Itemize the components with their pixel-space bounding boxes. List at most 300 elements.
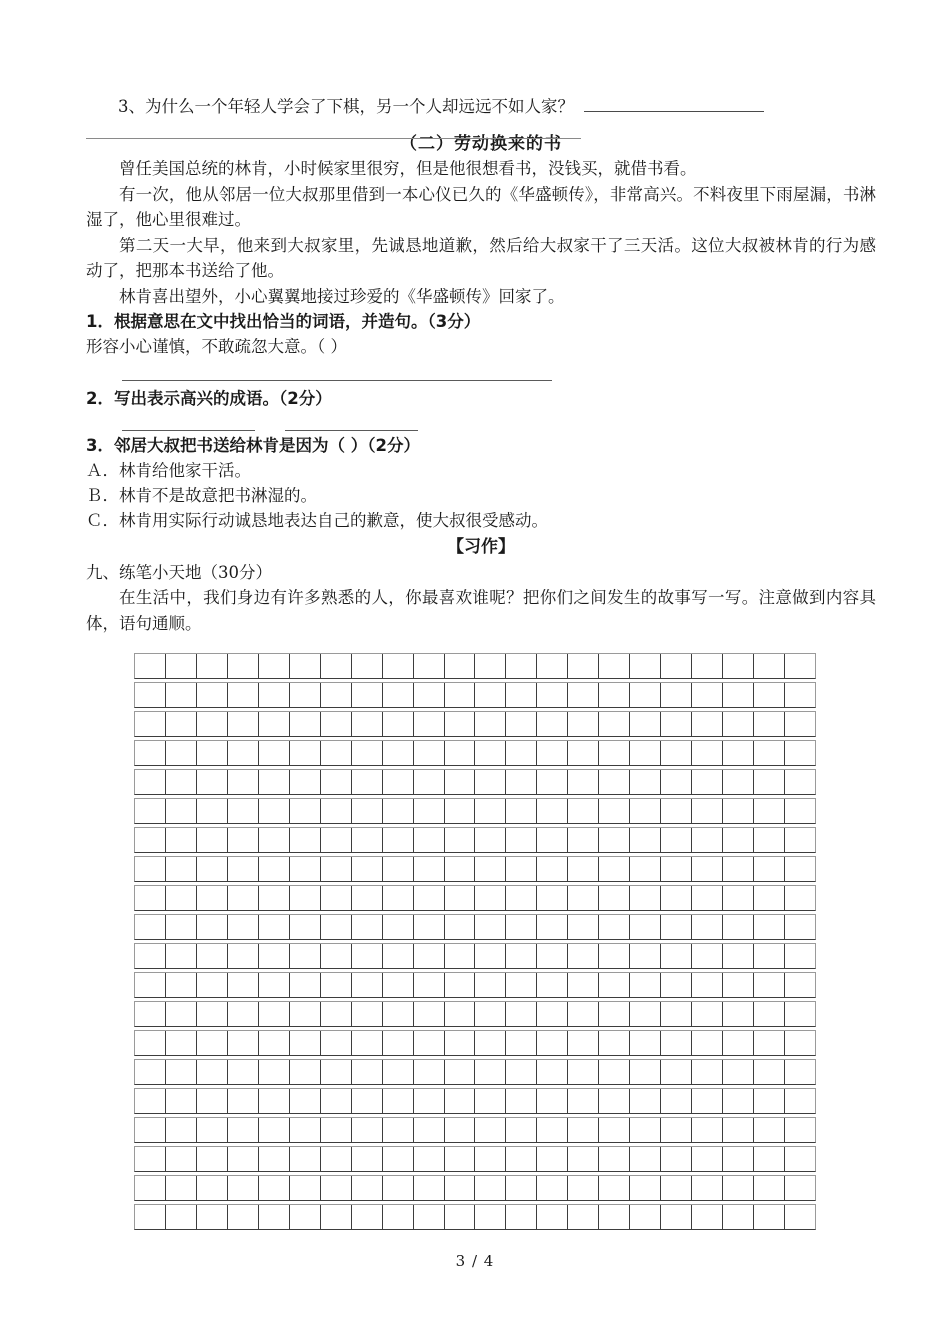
grid-cell[interactable]: [228, 712, 259, 736]
grid-cell[interactable]: [352, 973, 383, 997]
grid-cell[interactable]: [754, 683, 785, 707]
grid-cell[interactable]: [599, 712, 630, 736]
grid-cell[interactable]: [383, 886, 414, 910]
grid-cell[interactable]: [723, 1089, 754, 1113]
grid-cell[interactable]: [537, 1205, 568, 1229]
grid-row[interactable]: [134, 1059, 816, 1085]
grid-cell[interactable]: [259, 828, 290, 852]
grid-cell[interactable]: [661, 1089, 692, 1113]
grid-cell[interactable]: [321, 712, 352, 736]
grid-cell[interactable]: [352, 1147, 383, 1171]
grid-cell[interactable]: [630, 1002, 661, 1026]
grid-cell[interactable]: [754, 654, 785, 678]
grid-cell[interactable]: [321, 683, 352, 707]
grid-cell[interactable]: [383, 973, 414, 997]
grid-cell[interactable]: [537, 828, 568, 852]
grid-cell[interactable]: [445, 770, 476, 794]
grid-row[interactable]: [134, 1146, 816, 1172]
grid-cell[interactable]: [785, 973, 815, 997]
grid-cell[interactable]: [135, 1002, 166, 1026]
grid-cell[interactable]: [383, 857, 414, 881]
grid-cell[interactable]: [723, 1060, 754, 1084]
grid-cell[interactable]: [692, 915, 723, 939]
grid-cell[interactable]: [197, 944, 228, 968]
grid-cell[interactable]: [475, 1031, 506, 1055]
grid-cell[interactable]: [661, 1002, 692, 1026]
grid-cell[interactable]: [661, 944, 692, 968]
grid-cell[interactable]: [445, 915, 476, 939]
grid-cell[interactable]: [414, 741, 445, 765]
grid-cell[interactable]: [661, 1031, 692, 1055]
grid-cell[interactable]: [321, 1060, 352, 1084]
grid-cell[interactable]: [506, 915, 537, 939]
grid-cell[interactable]: [568, 1147, 599, 1171]
grid-cell[interactable]: [321, 973, 352, 997]
grid-cell[interactable]: [445, 799, 476, 823]
grid-cell[interactable]: [537, 799, 568, 823]
grid-cell[interactable]: [599, 799, 630, 823]
grid-cell[interactable]: [383, 1002, 414, 1026]
grid-cell[interactable]: [692, 857, 723, 881]
grid-cell[interactable]: [475, 1147, 506, 1171]
grid-row[interactable]: [134, 740, 816, 766]
grid-cell[interactable]: [568, 828, 599, 852]
grid-row[interactable]: [134, 653, 816, 679]
grid-cell[interactable]: [692, 1205, 723, 1229]
grid-cell[interactable]: [228, 915, 259, 939]
grid-cell[interactable]: [445, 1118, 476, 1142]
grid-cell[interactable]: [445, 1176, 476, 1200]
grid-cell[interactable]: [352, 886, 383, 910]
composition-writing-grid[interactable]: [134, 653, 816, 1233]
question-3-option-a[interactable]: Ａ．林肯给他家干活。: [86, 461, 251, 480]
grid-cell[interactable]: [166, 1002, 197, 1026]
grid-row[interactable]: [134, 1088, 816, 1114]
grid-cell[interactable]: [630, 1147, 661, 1171]
grid-cell[interactable]: [135, 857, 166, 881]
grid-cell[interactable]: [568, 1176, 599, 1200]
grid-cell[interactable]: [506, 799, 537, 823]
grid-cell[interactable]: [599, 1118, 630, 1142]
grid-cell[interactable]: [754, 712, 785, 736]
grid-cell[interactable]: [166, 857, 197, 881]
grid-cell[interactable]: [537, 1118, 568, 1142]
grid-row[interactable]: [134, 1030, 816, 1056]
grid-cell[interactable]: [785, 944, 815, 968]
grid-cell[interactable]: [352, 683, 383, 707]
grid-cell[interactable]: [228, 886, 259, 910]
grid-cell[interactable]: [228, 1205, 259, 1229]
grid-cell[interactable]: [228, 1060, 259, 1084]
grid-cell[interactable]: [506, 828, 537, 852]
grid-cell[interactable]: [475, 828, 506, 852]
grid-cell[interactable]: [630, 1205, 661, 1229]
grid-cell[interactable]: [135, 973, 166, 997]
grid-cell[interactable]: [723, 654, 754, 678]
grid-cell[interactable]: [754, 828, 785, 852]
grid-cell[interactable]: [475, 1176, 506, 1200]
grid-cell[interactable]: [414, 1176, 445, 1200]
grid-cell[interactable]: [723, 1031, 754, 1055]
grid-cell[interactable]: [259, 1031, 290, 1055]
grid-cell[interactable]: [197, 654, 228, 678]
grid-cell[interactable]: [754, 1176, 785, 1200]
grid-cell[interactable]: [506, 973, 537, 997]
grid-cell[interactable]: [568, 1031, 599, 1055]
grid-cell[interactable]: [414, 1031, 445, 1055]
grid-cell[interactable]: [506, 1205, 537, 1229]
grid-cell[interactable]: [228, 1002, 259, 1026]
grid-cell[interactable]: [537, 857, 568, 881]
grid-cell[interactable]: [197, 915, 228, 939]
grid-cell[interactable]: [321, 886, 352, 910]
grid-cell[interactable]: [568, 712, 599, 736]
grid-cell[interactable]: [383, 1205, 414, 1229]
grid-cell[interactable]: [352, 770, 383, 794]
grid-cell[interactable]: [321, 1147, 352, 1171]
grid-cell[interactable]: [321, 654, 352, 678]
grid-cell[interactable]: [568, 886, 599, 910]
grid-cell[interactable]: [568, 741, 599, 765]
question-3-option-c[interactable]: Ｃ．林肯用实际行动诚恳地表达自己的歉意，使大叔很受感动。: [86, 511, 548, 530]
grid-cell[interactable]: [383, 799, 414, 823]
question-2-answer-lines[interactable]: [122, 430, 876, 431]
grid-cell[interactable]: [630, 741, 661, 765]
grid-cell[interactable]: [537, 1147, 568, 1171]
grid-cell[interactable]: [661, 654, 692, 678]
grid-cell[interactable]: [228, 770, 259, 794]
grid-cell[interactable]: [506, 886, 537, 910]
grid-row[interactable]: [134, 914, 816, 940]
grid-cell[interactable]: [135, 915, 166, 939]
grid-cell[interactable]: [228, 1031, 259, 1055]
grid-cell[interactable]: [692, 1176, 723, 1200]
grid-row[interactable]: [134, 972, 816, 998]
grid-cell[interactable]: [506, 741, 537, 765]
grid-cell[interactable]: [630, 1089, 661, 1113]
grid-cell[interactable]: [352, 944, 383, 968]
grid-cell[interactable]: [290, 741, 321, 765]
grid-cell[interactable]: [259, 857, 290, 881]
grid-cell[interactable]: [228, 1089, 259, 1113]
grid-cell[interactable]: [661, 857, 692, 881]
grid-cell[interactable]: [723, 799, 754, 823]
grid-cell[interactable]: [259, 741, 290, 765]
grid-cell[interactable]: [321, 915, 352, 939]
grid-cell[interactable]: [568, 1205, 599, 1229]
grid-cell[interactable]: [754, 857, 785, 881]
grid-cell[interactable]: [599, 741, 630, 765]
grid-cell[interactable]: [166, 1118, 197, 1142]
grid-cell[interactable]: [414, 1002, 445, 1026]
grid-cell[interactable]: [321, 1031, 352, 1055]
grid-cell[interactable]: [568, 683, 599, 707]
grid-cell[interactable]: [352, 857, 383, 881]
grid-cell[interactable]: [135, 1060, 166, 1084]
grid-cell[interactable]: [352, 712, 383, 736]
grid-cell[interactable]: [661, 712, 692, 736]
grid-cell[interactable]: [414, 799, 445, 823]
grid-cell[interactable]: [445, 857, 476, 881]
grid-cell[interactable]: [630, 915, 661, 939]
grid-cell[interactable]: [692, 944, 723, 968]
grid-cell[interactable]: [661, 799, 692, 823]
grid-cell[interactable]: [723, 915, 754, 939]
grid-cell[interactable]: [506, 1147, 537, 1171]
grid-cell[interactable]: [785, 1118, 815, 1142]
grid-cell[interactable]: [197, 1205, 228, 1229]
grid-cell[interactable]: [568, 915, 599, 939]
grid-cell[interactable]: [135, 799, 166, 823]
grid-cell[interactable]: [692, 828, 723, 852]
grid-cell[interactable]: [785, 857, 815, 881]
grid-cell[interactable]: [599, 1089, 630, 1113]
grid-cell[interactable]: [475, 973, 506, 997]
grid-cell[interactable]: [135, 944, 166, 968]
grid-cell[interactable]: [723, 1205, 754, 1229]
grid-cell[interactable]: [537, 683, 568, 707]
grid-cell[interactable]: [475, 741, 506, 765]
grid-cell[interactable]: [197, 1002, 228, 1026]
grid-cell[interactable]: [135, 683, 166, 707]
grid-cell[interactable]: [414, 828, 445, 852]
grid-cell[interactable]: [259, 915, 290, 939]
grid-cell[interactable]: [321, 799, 352, 823]
grid-cell[interactable]: [197, 973, 228, 997]
grid-cell[interactable]: [692, 1002, 723, 1026]
grid-cell[interactable]: [383, 828, 414, 852]
grid-cell[interactable]: [383, 1118, 414, 1142]
grid-cell[interactable]: [754, 1089, 785, 1113]
grid-cell[interactable]: [166, 828, 197, 852]
grid-cell[interactable]: [630, 886, 661, 910]
grid-cell[interactable]: [259, 683, 290, 707]
grid-row[interactable]: [134, 1001, 816, 1027]
grid-cell[interactable]: [630, 1118, 661, 1142]
grid-cell[interactable]: [537, 944, 568, 968]
grid-cell[interactable]: [754, 741, 785, 765]
grid-cell[interactable]: [506, 1031, 537, 1055]
grid-row[interactable]: [134, 769, 816, 795]
grid-cell[interactable]: [754, 799, 785, 823]
grid-cell[interactable]: [568, 944, 599, 968]
grid-cell[interactable]: [568, 770, 599, 794]
grid-cell[interactable]: [352, 1176, 383, 1200]
grid-cell[interactable]: [599, 886, 630, 910]
grid-cell[interactable]: [661, 1205, 692, 1229]
grid-cell[interactable]: [135, 1089, 166, 1113]
grid-cell[interactable]: [661, 973, 692, 997]
grid-cell[interactable]: [475, 712, 506, 736]
grid-cell[interactable]: [723, 1176, 754, 1200]
grid-cell[interactable]: [754, 1031, 785, 1055]
grid-cell[interactable]: [197, 770, 228, 794]
grid-cell[interactable]: [383, 712, 414, 736]
grid-cell[interactable]: [599, 973, 630, 997]
grid-cell[interactable]: [630, 799, 661, 823]
grid-cell[interactable]: [630, 654, 661, 678]
grid-cell[interactable]: [599, 828, 630, 852]
grid-cell[interactable]: [383, 683, 414, 707]
grid-cell[interactable]: [661, 886, 692, 910]
grid-cell[interactable]: [537, 1176, 568, 1200]
grid-cell[interactable]: [661, 1118, 692, 1142]
grid-cell[interactable]: [630, 828, 661, 852]
grid-cell[interactable]: [197, 712, 228, 736]
grid-cell[interactable]: [259, 886, 290, 910]
grid-cell[interactable]: [352, 799, 383, 823]
grid-cell[interactable]: [692, 1118, 723, 1142]
grid-cell[interactable]: [321, 1089, 352, 1113]
grid-cell[interactable]: [506, 857, 537, 881]
grid-cell[interactable]: [135, 1176, 166, 1200]
grid-cell[interactable]: [661, 828, 692, 852]
grid-cell[interactable]: [414, 654, 445, 678]
grid-cell[interactable]: [723, 886, 754, 910]
grid-cell[interactable]: [568, 654, 599, 678]
grid-cell[interactable]: [475, 799, 506, 823]
grid-cell[interactable]: [445, 1089, 476, 1113]
grid-cell[interactable]: [785, 1147, 815, 1171]
grid-cell[interactable]: [599, 1060, 630, 1084]
grid-cell[interactable]: [259, 973, 290, 997]
grid-cell[interactable]: [475, 654, 506, 678]
grid-cell[interactable]: [259, 1147, 290, 1171]
grid-cell[interactable]: [723, 1147, 754, 1171]
grid-cell[interactable]: [754, 1118, 785, 1142]
grid-cell[interactable]: [228, 1176, 259, 1200]
grid-cell[interactable]: [228, 799, 259, 823]
question-3-option-b[interactable]: Ｂ．林肯不是故意把书淋湿的。: [86, 486, 317, 505]
grid-cell[interactable]: [630, 973, 661, 997]
grid-cell[interactable]: [414, 770, 445, 794]
grid-cell[interactable]: [692, 683, 723, 707]
grid-cell[interactable]: [754, 915, 785, 939]
grid-cell[interactable]: [599, 857, 630, 881]
grid-cell[interactable]: [290, 683, 321, 707]
grid-cell[interactable]: [692, 1147, 723, 1171]
grid-cell[interactable]: [197, 1176, 228, 1200]
grid-cell[interactable]: [414, 973, 445, 997]
grid-cell[interactable]: [475, 1118, 506, 1142]
grid-cell[interactable]: [197, 1060, 228, 1084]
grid-cell[interactable]: [135, 712, 166, 736]
grid-cell[interactable]: [321, 944, 352, 968]
grid-cell[interactable]: [259, 770, 290, 794]
grid-cell[interactable]: [475, 1205, 506, 1229]
grid-cell[interactable]: [506, 683, 537, 707]
grid-cell[interactable]: [383, 944, 414, 968]
grid-cell[interactable]: [352, 1002, 383, 1026]
grid-cell[interactable]: [352, 915, 383, 939]
grid-cell[interactable]: [445, 973, 476, 997]
grid-cell[interactable]: [661, 1060, 692, 1084]
grid-cell[interactable]: [166, 973, 197, 997]
grid-cell[interactable]: [321, 1176, 352, 1200]
grid-cell[interactable]: [475, 857, 506, 881]
grid-cell[interactable]: [785, 828, 815, 852]
grid-cell[interactable]: [445, 741, 476, 765]
grid-cell[interactable]: [537, 915, 568, 939]
grid-cell[interactable]: [290, 828, 321, 852]
grid-cell[interactable]: [197, 1118, 228, 1142]
grid-cell[interactable]: [785, 654, 815, 678]
grid-cell[interactable]: [135, 654, 166, 678]
grid-cell[interactable]: [352, 1060, 383, 1084]
grid-row[interactable]: [134, 1175, 816, 1201]
grid-cell[interactable]: [228, 857, 259, 881]
grid-cell[interactable]: [785, 770, 815, 794]
grid-cell[interactable]: [135, 770, 166, 794]
grid-cell[interactable]: [599, 770, 630, 794]
grid-cell[interactable]: [630, 712, 661, 736]
grid-cell[interactable]: [290, 915, 321, 939]
grid-cell[interactable]: [599, 1002, 630, 1026]
grid-cell[interactable]: [228, 828, 259, 852]
grid-cell[interactable]: [723, 944, 754, 968]
grid-cell[interactable]: [166, 944, 197, 968]
grid-cell[interactable]: [321, 828, 352, 852]
grid-cell[interactable]: [537, 712, 568, 736]
grid-cell[interactable]: [599, 1031, 630, 1055]
grid-cell[interactable]: [228, 1147, 259, 1171]
grid-cell[interactable]: [692, 799, 723, 823]
grid-cell[interactable]: [166, 1176, 197, 1200]
grid-cell[interactable]: [723, 683, 754, 707]
grid-cell[interactable]: [352, 1205, 383, 1229]
grid-cell[interactable]: [166, 1147, 197, 1171]
grid-cell[interactable]: [537, 1089, 568, 1113]
grid-cell[interactable]: [197, 1089, 228, 1113]
grid-cell[interactable]: [475, 683, 506, 707]
grid-cell[interactable]: [414, 1205, 445, 1229]
grid-cell[interactable]: [259, 654, 290, 678]
grid-cell[interactable]: [290, 1031, 321, 1055]
grid-row[interactable]: [134, 943, 816, 969]
grid-cell[interactable]: [568, 973, 599, 997]
grid-cell[interactable]: [692, 1031, 723, 1055]
grid-cell[interactable]: [290, 1118, 321, 1142]
grid-cell[interactable]: [785, 1205, 815, 1229]
grid-cell[interactable]: [723, 1002, 754, 1026]
grid-cell[interactable]: [785, 1002, 815, 1026]
grid-cell[interactable]: [599, 1205, 630, 1229]
grid-cell[interactable]: [135, 886, 166, 910]
grid-cell[interactable]: [321, 1002, 352, 1026]
grid-cell[interactable]: [506, 944, 537, 968]
grid-cell[interactable]: [506, 1176, 537, 1200]
grid-cell[interactable]: [445, 886, 476, 910]
grid-cell[interactable]: [692, 973, 723, 997]
grid-cell[interactable]: [754, 1205, 785, 1229]
grid-cell[interactable]: [599, 654, 630, 678]
grid-cell[interactable]: [135, 1118, 166, 1142]
grid-cell[interactable]: [166, 770, 197, 794]
grid-cell[interactable]: [537, 886, 568, 910]
grid-cell[interactable]: [197, 857, 228, 881]
grid-cell[interactable]: [630, 1176, 661, 1200]
grid-cell[interactable]: [259, 1118, 290, 1142]
grid-cell[interactable]: [383, 1147, 414, 1171]
grid-cell[interactable]: [383, 741, 414, 765]
grid-cell[interactable]: [383, 915, 414, 939]
grid-cell[interactable]: [692, 712, 723, 736]
grid-cell[interactable]: [723, 741, 754, 765]
grid-cell[interactable]: [475, 915, 506, 939]
grid-cell[interactable]: [197, 886, 228, 910]
grid-cell[interactable]: [475, 944, 506, 968]
grid-cell[interactable]: [383, 1060, 414, 1084]
